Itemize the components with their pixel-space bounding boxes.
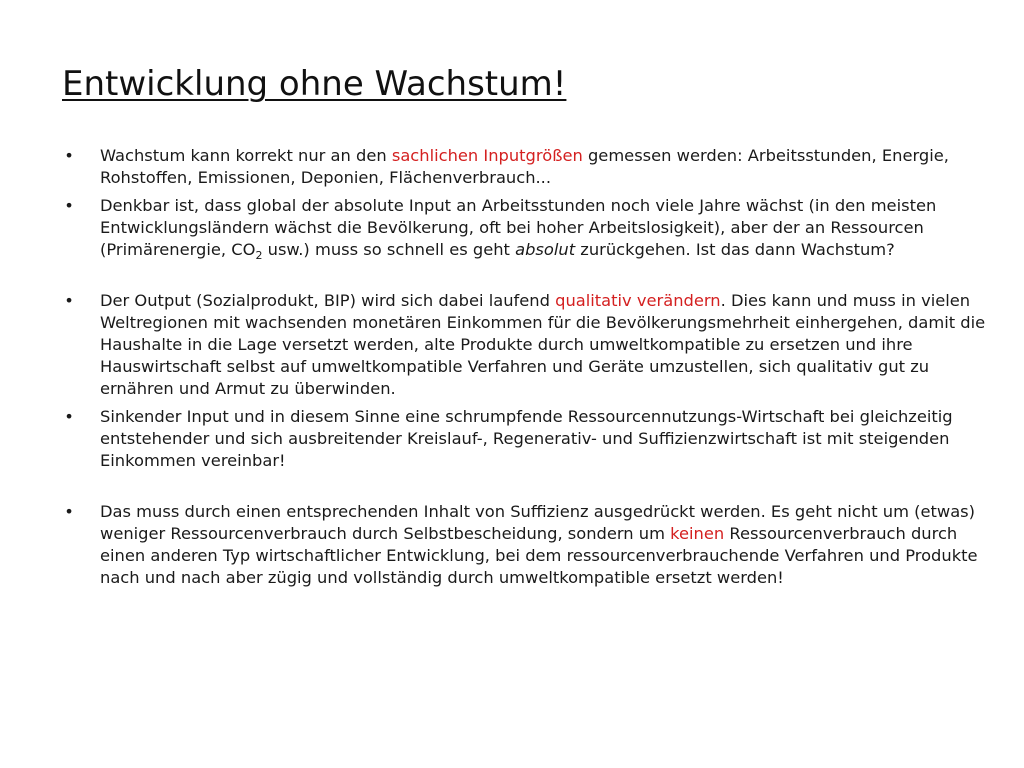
bullet-2-text-cont: usw.) muss so schnell es geht [262,240,516,259]
bullet-5-text: Das muss durch einen entsprechenden Inhalt von Suffizienz ausgedrückt werden. Es geht nicht um (etwas) weniger Ressourcenverbrauch durch Selbstbescheidung, sondern um [100,502,976,543]
bullet-3-text-cont: . Dies kann und muss in vielen Weltregionen mit wachsenden monetären Einkommen für die Bevölkerungsmehrheit einhergehen, damit die Haushalte in die Lage versetzt werden, alte Produkte durch umweltkompatible zu ersetzen und ihre Hauswirtschaft selbst auf umweltkompatible Verfahren und Geräte umzustellen, sich qualitativ gut zu ernähren und Armut zu überwinden. [100,291,986,398]
co2-subscript: 2 [255,249,263,262]
bullet-item-2 [62,195,992,261]
bullet-2-text: Denkbar ist, dass global der absolute Input an Arbeitsstunden noch viele Jahre wächst (in den meisten Entwicklungsländern wächst die Bevölkerung, oft bei hoher Arbeitslosigkeit), aber der an Ressourcen (Primärenergie, CO [100,196,937,259]
bullet-item-5 [62,501,992,589]
bullet-item-4 [62,406,992,472]
bullet-2-text-end: zurückgehen. Ist das dann Wachstum? [575,240,895,259]
bullet-5-text-cont: Ressourcenverbrauch durch einen anderen Typ wirtschaftlicher Entwicklung, bei dem ressourcenverbrauchende Verfahren und Produkte nach und nach aber zügig und vollständig durch umweltkompatible ersetzt werden! [100,524,978,587]
bullet-1-text: Wachstum kann korrekt nur an den [100,146,392,165]
bullet-3-text: Der Output (Sozialprodukt, BIP) wird sich dabei laufend [100,291,556,310]
bullet-dot-icon: • [64,407,74,426]
bullet-1-highlight: sachlichen Inputgrößen [391,146,583,165]
bullet-3-highlight: qualitativ verändern [555,291,721,310]
bullet-dot-icon: • [64,502,74,521]
bullet-item-3 [62,290,992,400]
bullet-4-text: Sinkender Input und in diesem Sinne eine schrumpfende Ressourcennutzungs-Wirtschaft bei gleichzeitig entstehender und sich ausbreitender Kreislauf-, Regenerativ- und Suffizienzwirtschaft ist mit steigenden Einkommen vereinbar! [100,407,953,470]
bullet-item-1 [62,145,992,189]
bullet-1-text-cont: gemessen werden: Arbeitsstunden, Energie, Rohstoffen, Emissionen, Deponien, Flächenverbrauch... [100,146,949,187]
slide-title: Entwicklung ohne Wachstum! [62,64,567,104]
bullet-list [62,145,992,595]
bullet-dot-icon: • [64,146,74,165]
bullet-2-emphasis: absolut [515,240,576,259]
bullet-5-highlight: keinen [670,524,725,543]
bullet-dot-icon: • [64,196,74,215]
bullet-dot-icon: • [64,291,74,310]
